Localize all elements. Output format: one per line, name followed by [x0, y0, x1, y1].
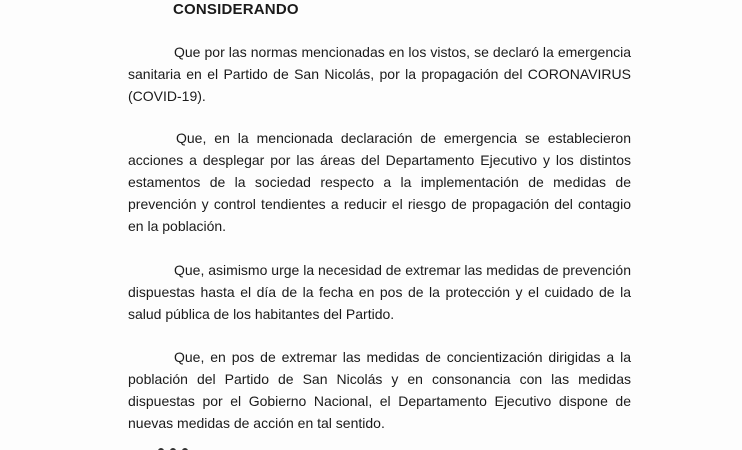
cropped-next-line	[158, 441, 238, 450]
section-heading: CONSIDERANDO	[173, 1, 299, 18]
paragraph-4	[128, 346, 631, 434]
paragraph-1-text: Que por las normas mencionadas en los vistos, se declaró la emergencia sanitaria en el Partido de San Nicolás, por la propagación del CORONAVIRUS (COVID-19).	[128, 44, 631, 104]
paragraph-4-text: Que, en pos de extremar las medidas de concientización dirigidas a la población del Partido de San Nicolás y en consonancia con las medidas dispuestas por el Gobierno Nacional, el Departamento Ejecutivo dispone de nuevas medidas de acción en tal sentido.	[128, 349, 631, 431]
paragraph-3	[128, 259, 631, 325]
paragraph-2-text: Que, en la mencionada declaración de emergencia se establecieron acciones a desplegar por las áreas del Departamento Ejecutivo y los distintos estamentos de la sociedad respecto a la implementación de medidas de prevención y control tendientes a reducir el riesgo de propagación del contagio en la población.	[128, 130, 631, 234]
paragraph-1	[128, 41, 631, 107]
paragraph-3-text: Que, asimismo urge la necesidad de extremar las medidas de prevención dispuestas hasta el día de la fecha en pos de la protección y el cuidado de la salud pública de los habitantes del Partido.	[128, 262, 631, 322]
paragraph-2	[128, 127, 631, 237]
